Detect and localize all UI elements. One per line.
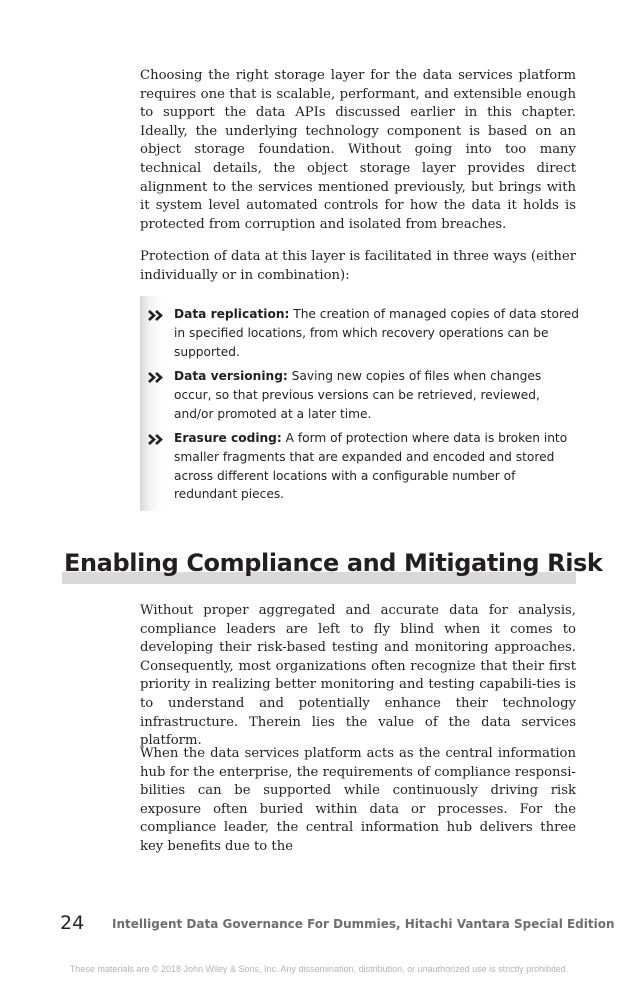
bullet-text: A form of protection where data is broken into smaller fragments that are expanded and encoded and stored across different locations with a configurable number of redundant pieces. <box>174 431 568 502</box>
section-heading: Enabling Compliance and Mitigating Risk <box>64 549 603 577</box>
list-item <box>148 429 579 504</box>
page-number: 24 <box>60 912 85 934</box>
bullet-term: Erasure coding: <box>174 431 282 445</box>
running-footer-title: Intelligent Data Governance For Dummies, Hitachi Vantara Special Edition <box>112 917 615 931</box>
body-paragraph: Choosing the right storage layer for the data services platform requires one that is scalable, performant, and extensible enough to support the data APIs discussed earlier in this chapter. Ideally, the underlying technology component is based on an object storage foundation. Without going into too many technical details, the object storage layer provides direct alignment to the services mentioned previously, but brings with it system level automated controls for how the data it holds is protected from corruption and isolated from breaches. <box>140 68 576 232</box>
list-item <box>148 305 579 361</box>
body-paragraph: Without proper aggregated and accurate data for analysis, compliance leaders are left to fly blind when it comes to developing their risk-based testing and monitoring approaches. Consequently, most organizations often recognize that their first priority in realizing better monitoring and testing capabili-ties is to understand and potentially enhance their technology infrastructure. Therein lies the value of the data services platform. <box>140 603 576 749</box>
list-item <box>148 367 579 423</box>
bullet-list-box <box>140 296 579 511</box>
double-chevron-right-icon <box>148 310 168 321</box>
body-paragraph: When the data services platform acts as the central information hub for the enterprise, the requirements of compliance responsi-bilities can be supported while continuously driving risk exposure often buried within data or processes. For the compliance leader, the central information hub delivers three key benefits due to the <box>140 746 576 854</box>
double-chevron-right-icon <box>148 434 168 445</box>
double-chevron-right-icon <box>148 372 168 383</box>
bullet-term: Data versioning: <box>174 369 288 383</box>
copyright-notice: These materials are © 2018 John Wiley & Sons, Inc. Any dissemination, distribution, or unauthorized use is strictly prohibited. <box>69 964 569 974</box>
bullet-text: The creation of managed copies of data stored in specified locations, from which recovery operations can be supported. <box>174 307 579 359</box>
bullet-term: Data replication: <box>174 307 290 321</box>
bullet-text: Saving new copies of files when changes occur, so that previous versions can be retrieved, reviewed, and/or promoted at a later time. <box>174 369 542 421</box>
body-paragraph: Protection of data at this layer is facilitated in three ways (either individually or in combination): <box>140 249 576 283</box>
